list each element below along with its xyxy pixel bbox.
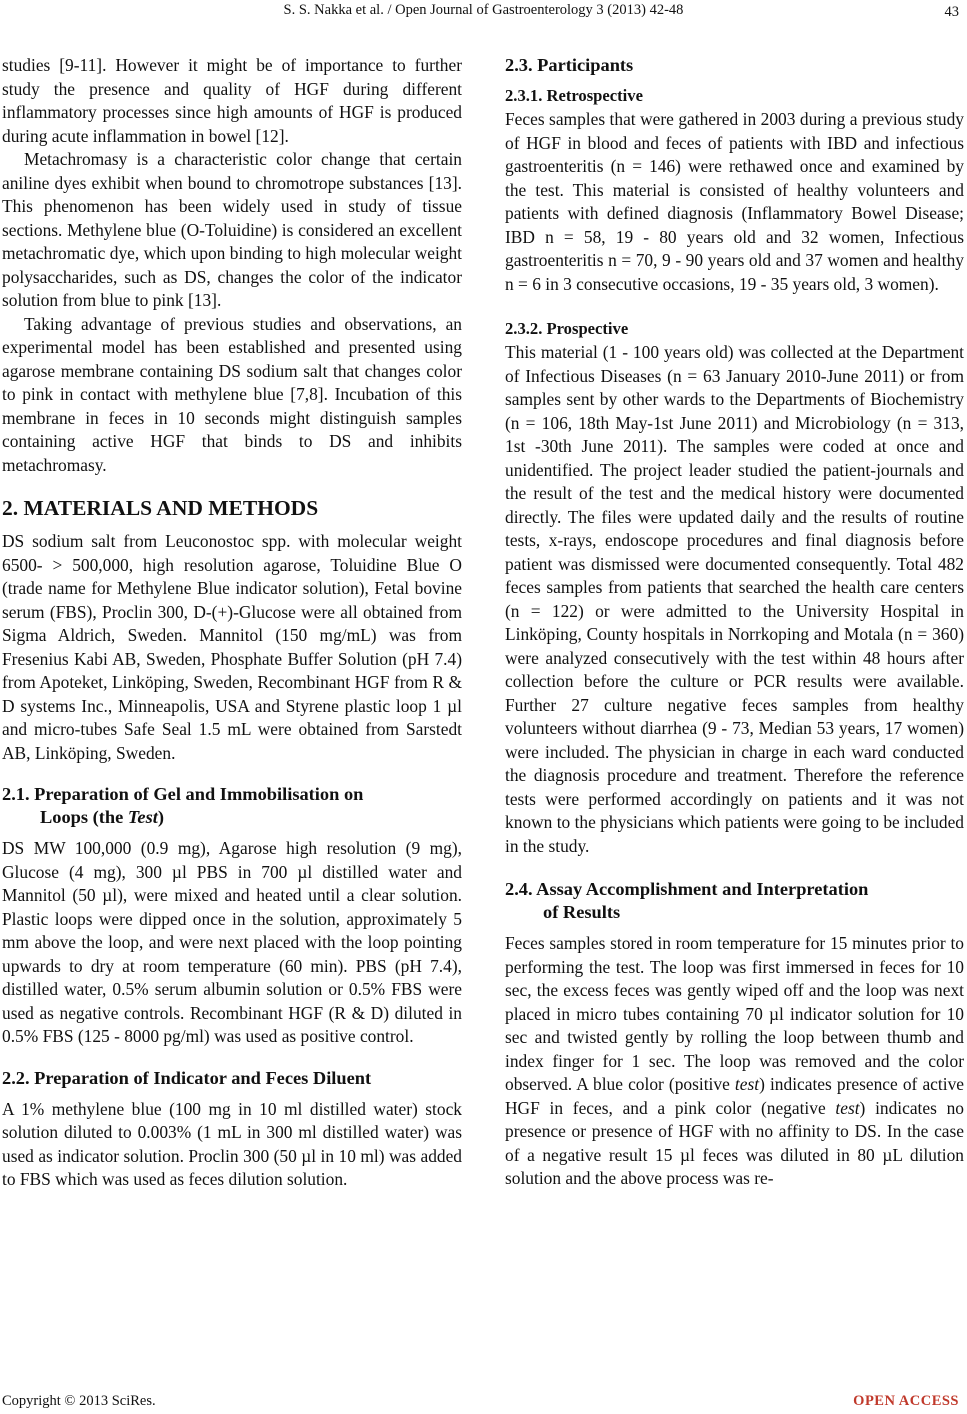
text-run: Feces samples stored in room temperature for 15 minutes prior to performing the test. The loop was first immersed in feces for 10 sec, the excess feces was gently wiped off and the loop was next placed in micro tubes containing 70 µl indicator solution for 10 sec and twisted gently by rolling the loop between thumb and index finger for 1 sec. The loop was removed and the color observed. A blue color (positive [505, 933, 964, 1094]
paragraph: This material (1 - 100 years old) was collected at the Department of Infectious Diseases (n = 63 January 2010-June 2011) or from samples sent by other wards to the Departments of Biochemistry (n = 106, 18th May-1st June 2011) and Microbiology (n = 313, 1st -30th June 2011). The samples were coded at once and unidentified. The project leader studied the patient-journals and the result of the test and the medical history were documented directly. The files were updated daily and the results of routine tests, x-rays, endoscope procedures and final diagnosis before patient was dismissed were documented consequently. Total 482 feces samples from patients that searched the health care centers (n = 122) or were admitted to the University Hospital in Linköping, County hospitals in Norrkoping and Motala (n = 360) were analyzed consecutively with the test within 48 hours after collection before the culture or PCR results were available. Further 27 culture negative feces samples from healthy volunteers without diarrhea (9 - 73, Median 53 years, 17 women) were included. The physician in charge in each ward conducted the diagnosis procedure and treatment. Therefore the reference tests were performed accordingly on patients and it was not known to the physicians which patients were going to be included in the study. [505, 342, 964, 856]
subsection-heading [505, 878, 964, 924]
heading-line: 2.4. Assay Accomplishment and Interpretation [505, 879, 869, 899]
paragraph: Feces samples that were gathered in 2003 during a previous study of HGF in blood and feces of patients with IBD and infectious gastroenteritis (n = 146) were rethawed once and examined by the test. This material is consisted of healthy volunteers and patients with defined diagnosis (Inflammatory Bowel Disease; IBD n = 58, 19 - 80 years old and 32 women, Infectious gastroenteritis n = 70, 9 - 90 years old and 37 women and healthy n = 6 in 3 consecutive occasions, 19 - 35 years old, 3 women). [505, 109, 964, 294]
right-column [505, 54, 964, 1191]
text-run: ) indicates no presence or presence of HGF with no affinity to DS. In the case of a negative result 15 µl feces was diluted in 80 µL dilution solution and the above process was re- [505, 1097, 964, 1188]
subsection-heading: 2.2. Preparation of Indicator and Feces Diluent [2, 1067, 372, 1088]
paragraph: A 1% methylene blue (100 mg in 10 ml distilled water) stock solution diluted to 0.003% (1 mL in 300 ml distilled water) was used as indicator solution. Proclin 300 (50 µl in 10 ml) was added to FBS which was used as feces dilution solution. [2, 1098, 462, 1189]
running-header [0, 2, 967, 22]
paragraph: DS MW 100,000 (0.9 mg), Agarose high resolution (9 mg), Glucose (4 mg), 300 µl PBS in 700 µl distilled water and Mannitol (50 µl), were mixed and heated until a clear solution. Plastic loops were dipped once in the solution, approximately 5 mm above the loop, and were next placed with the loop pointing upwards to dry at room temperature (60 min). PBS (pH 7.4), distilled water, 0.5% serum albumin solution or 0.5% FBS were used as negative controls. Recombinant HGF (R & D) diluted in 0.5% FBS (125 - 8000 pg/ml) was used as positive control. [2, 838, 462, 1046]
subsubsection-heading: 2.3.1. Retrospective [505, 86, 643, 105]
paragraph: Taking advantage of previous studies and observations, an experimental model has been established and presented using agarose membrane containing DS sodium salt that changes color to pink in contact with methylene blue [7,8]. Incubation of this membrane in feces in 10 seconds might distinguish samples containing active HGF that binds to DS and inhibits metachromasy. [2, 313, 462, 475]
heading-line-continued [2, 806, 462, 829]
copyright-notice: Copyright © 2013 SciRes. [2, 1393, 156, 1409]
open-access-label: OPEN ACCESS [853, 1393, 959, 1409]
heading-line-continued: of Results [543, 902, 621, 922]
heading-text: Loops (the [40, 807, 128, 827]
page-footer [0, 1393, 967, 1411]
paragraph [505, 932, 964, 1191]
page-number: 43 [944, 4, 959, 20]
paragraph: Metachromasy is a characteristic color change that certain aniline dyes exhibit when bound to chromotrope substances [13]. This phenomenon has been widely used in study of tissue sections. Methylene blue (O-Toluidine) is considered an excellent metachromatic dye, which upon binding to high molecular weight polysaccharides, such as DS, changes the color of the indicator solution from blue to pink [13]. [2, 149, 462, 310]
subsubsection-heading: 2.3.2. Prospective [505, 319, 629, 338]
heading-text: ) [157, 807, 164, 827]
italic-term: test [835, 1097, 860, 1118]
italic-term: test [734, 1074, 760, 1094]
text-run: ) indicates presence of active HGF in feces, and a pink color (negative [505, 1074, 964, 1118]
left-column [2, 54, 462, 1192]
subsection-heading [2, 783, 462, 829]
paragraph: studies [9-11]. However it might be of importance to further study the presence and quality of HGF during different inflammatory processes since high amounts of HGF is produced during acute inflammation in bowel [12]. [2, 55, 462, 146]
heading-line: 2.1. Preparation of Gel and Immobilisation on [2, 784, 364, 804]
subsection-heading: 2.3. Participants [505, 55, 634, 75]
running-head: S. S. Nakka et al. / Open Journal of Gastroenterology 3 (2013) 42-48 [283, 2, 684, 18]
paragraph: DS sodium salt from Leuconostoc spp. with molecular weight 6500- > 500,000, high resolution agarose, Toluidine Blue O (trade name for Methylene Blue indicator solution), Fetal bovine serum (FBS), Proclin 300, D-(+)-Glucose were all obtained from Sigma Aldrich, Sweden. Mannitol (150 mg/mL) was from Fresenius Kabi AB, Sweden, Phosphate Buffer Solution (pH 7.4) from Apoteket, Linköping, Sweden, Recombinant HGF from R & D systems Inc., Minneapolis, USA and Styrene plastic loop 1 µl and micro-tubes Safe Seal 1.5 mL were obtained from Sarstedt AB, Linköping, Sweden. [2, 531, 462, 763]
section-heading: 2. MATERIALS AND METHODS [2, 496, 319, 520]
heading-italic-term: Test [127, 807, 158, 827]
